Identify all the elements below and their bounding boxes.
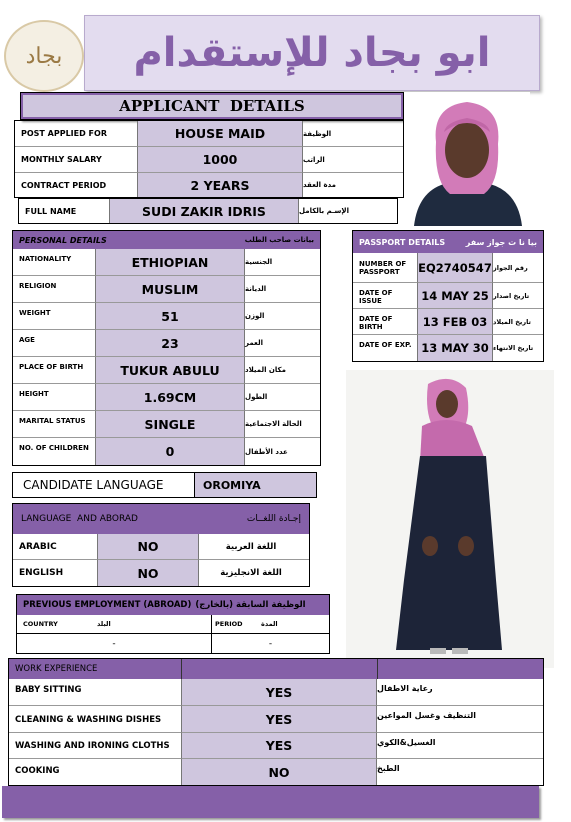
language-header (13, 504, 309, 534)
footer-bar (2, 786, 539, 818)
contract-value: 2 YEARS (137, 173, 303, 197)
salary-label-ar: الراتب (303, 147, 403, 173)
personal-row-value: 51 (95, 303, 245, 330)
work-row-label-ar: الغسيل&الكوي (377, 733, 543, 759)
salary-value: 1000 (137, 147, 303, 173)
personal-title: PERSONAL DETAILS (19, 235, 107, 245)
full-body-photo-icon (346, 370, 554, 668)
personal-row-value: SINGLE (95, 411, 245, 438)
personal-row-label: RELIGION (13, 276, 95, 303)
country-value: - (112, 638, 116, 649)
prev-emp-grid (17, 615, 329, 653)
section-title: APPLICANT DETAILS (119, 97, 305, 115)
passport-title: PASSPORT DETAILS (359, 237, 446, 247)
passport-row-label-ar: رقم الجواز (493, 253, 543, 283)
personal-row-label: HEIGHT (13, 384, 95, 411)
personal-rows (13, 249, 320, 465)
personal-row-label-ar: الجنسية (245, 249, 320, 276)
passport-row-value: 14 MAY 25 (417, 283, 493, 309)
personal-row-label-ar: الديانة (245, 276, 320, 303)
country-label: COUNTRY (23, 620, 58, 628)
logo (4, 20, 84, 92)
period-label: PERIOD (215, 620, 243, 628)
previous-employment (16, 594, 330, 654)
contract-label: CONTRACT PERIOD (21, 180, 107, 190)
personal-details (12, 230, 321, 466)
job-table (14, 120, 404, 198)
passport-row-label: DATE OF BIRTH (353, 309, 417, 335)
work-row-label: WASHING AND IRONING CLOTHS (9, 733, 181, 759)
personal-row-label: AGE (13, 330, 95, 357)
passport-row-value: 13 FEB 03 (417, 309, 493, 335)
personal-row-label-ar: مكان الميلاد (245, 357, 320, 384)
work-row-label-ar: الطبخ (377, 764, 400, 773)
contract-label-ar: مدة العقد (303, 181, 337, 189)
personal-row-label-ar: العمر (245, 330, 320, 357)
country-label-ar: البلد (97, 620, 111, 628)
language-row-label: ARABIC (13, 534, 97, 560)
work-row-value: YES (181, 706, 377, 733)
language-row-label-ar: اللغة الانجليزية (220, 568, 282, 578)
full-name-row (18, 198, 398, 224)
language-row-label-ar: اللغة العربية (199, 534, 309, 560)
full-name-label-ar: الإسـم بالكامل (299, 207, 349, 215)
passport-row-value: EQ2740547 (417, 253, 493, 283)
full-name-value: SUDI ZAKIR IDRIS (109, 199, 299, 223)
work-row-label: BABY SITTING (9, 679, 181, 706)
personal-row-label: MARITAL STATUS (13, 411, 95, 438)
passport-row-label: DATE OF ISSUE (353, 283, 417, 309)
personal-row-label-ar: الحالة الاجتماعية (245, 411, 320, 438)
personal-row-label-ar: الوزن (245, 303, 320, 330)
language-row-value: NO (97, 534, 199, 560)
personal-header (13, 231, 320, 249)
personal-row-label-ar: عدد الأطفال (245, 447, 288, 456)
post-label-ar: الوظيفة (303, 121, 403, 147)
agency-name: ابو بجاد للإستقدام (133, 30, 491, 76)
passport-row-label: NUMBER OF PASSPORT (353, 253, 417, 283)
salary-label: MONTHLY SALARY (15, 147, 137, 173)
passport-row-label-ar: تاريخ الانتهاء (493, 344, 534, 352)
work-row-label: COOKING (15, 766, 60, 776)
candidate-language-label: CANDIDATE LANGUAGE (13, 473, 195, 497)
portrait-photo-icon (404, 92, 530, 226)
personal-row-label: NO. OF CHILDREN (19, 444, 89, 452)
post-label: POST APPLIED FOR (15, 121, 137, 147)
passport-row-label: DATE OF EXP. (359, 341, 412, 349)
prev-emp-title: PREVIOUS EMPLOYMENT (ABROAD) (23, 600, 192, 610)
candidate-language-value: OROMIYA (195, 473, 316, 497)
personal-row-value: MUSLIM (95, 276, 245, 303)
period-label-ar: المدة (261, 620, 278, 628)
passport-title-ar: بيا نا ت جواز سفر (465, 237, 537, 247)
applicant-full-photo (346, 370, 554, 668)
passport-row-label-ar: تاريخ اصدار (493, 283, 543, 309)
language-row-label: ENGLISH (19, 568, 64, 578)
language-table (12, 503, 310, 587)
passport-header (353, 231, 543, 253)
work-row-label: CLEANING & WASHING DISHES (9, 706, 181, 733)
logo-text: بجاد (25, 43, 63, 69)
work-exp-title: WORK EXPERIENCE (15, 664, 98, 674)
work-experience (8, 658, 544, 786)
post-value: HOUSE MAID (137, 121, 303, 147)
personal-row-label: WEIGHT (13, 303, 95, 330)
work-exp-header (9, 659, 543, 679)
personal-row-value: 1.69CM (95, 384, 245, 411)
language-row-value: NO (97, 560, 199, 586)
passport-row-value: 13 MAY 30 (417, 335, 493, 361)
full-name-label: FULL NAME (25, 206, 77, 216)
personal-row-label-ar: الطول (245, 384, 320, 411)
work-row-value: NO (181, 759, 377, 785)
personal-title-ar: بيانات صاحب الطلب (244, 236, 314, 244)
work-row-label-ar: التنظيف وغسل المواعين (377, 706, 543, 733)
work-row-value: YES (181, 733, 377, 759)
personal-row-value: 23 (95, 330, 245, 357)
passport-row-label-ar: تاريخ الميلاد (493, 309, 543, 335)
period-value: - (268, 638, 273, 649)
candidate-language-row (12, 472, 317, 498)
personal-row-value: 0 (95, 438, 245, 465)
work-row-label-ar: رعاية الاطفال (377, 679, 543, 706)
work-row-value: YES (181, 679, 377, 706)
agency-banner (84, 15, 540, 91)
personal-row-label: NATIONALITY (13, 249, 95, 276)
personal-row-value: ETHIOPIAN (95, 249, 245, 276)
prev-emp-header (17, 595, 329, 615)
passport-details (352, 230, 544, 362)
language-title: LANGUAGE AND ABORAD (21, 514, 138, 524)
section-title-bar (20, 92, 404, 120)
language-title-ar: إجـادة اللغــات (246, 514, 301, 524)
prev-emp-title-ar: الوظيفة السابقة (بالخارج) (195, 600, 306, 610)
personal-row-value: TUKUR ABULU (95, 357, 245, 384)
personal-row-label: PLACE OF BIRTH (13, 357, 95, 384)
applicant-portrait (404, 92, 530, 226)
